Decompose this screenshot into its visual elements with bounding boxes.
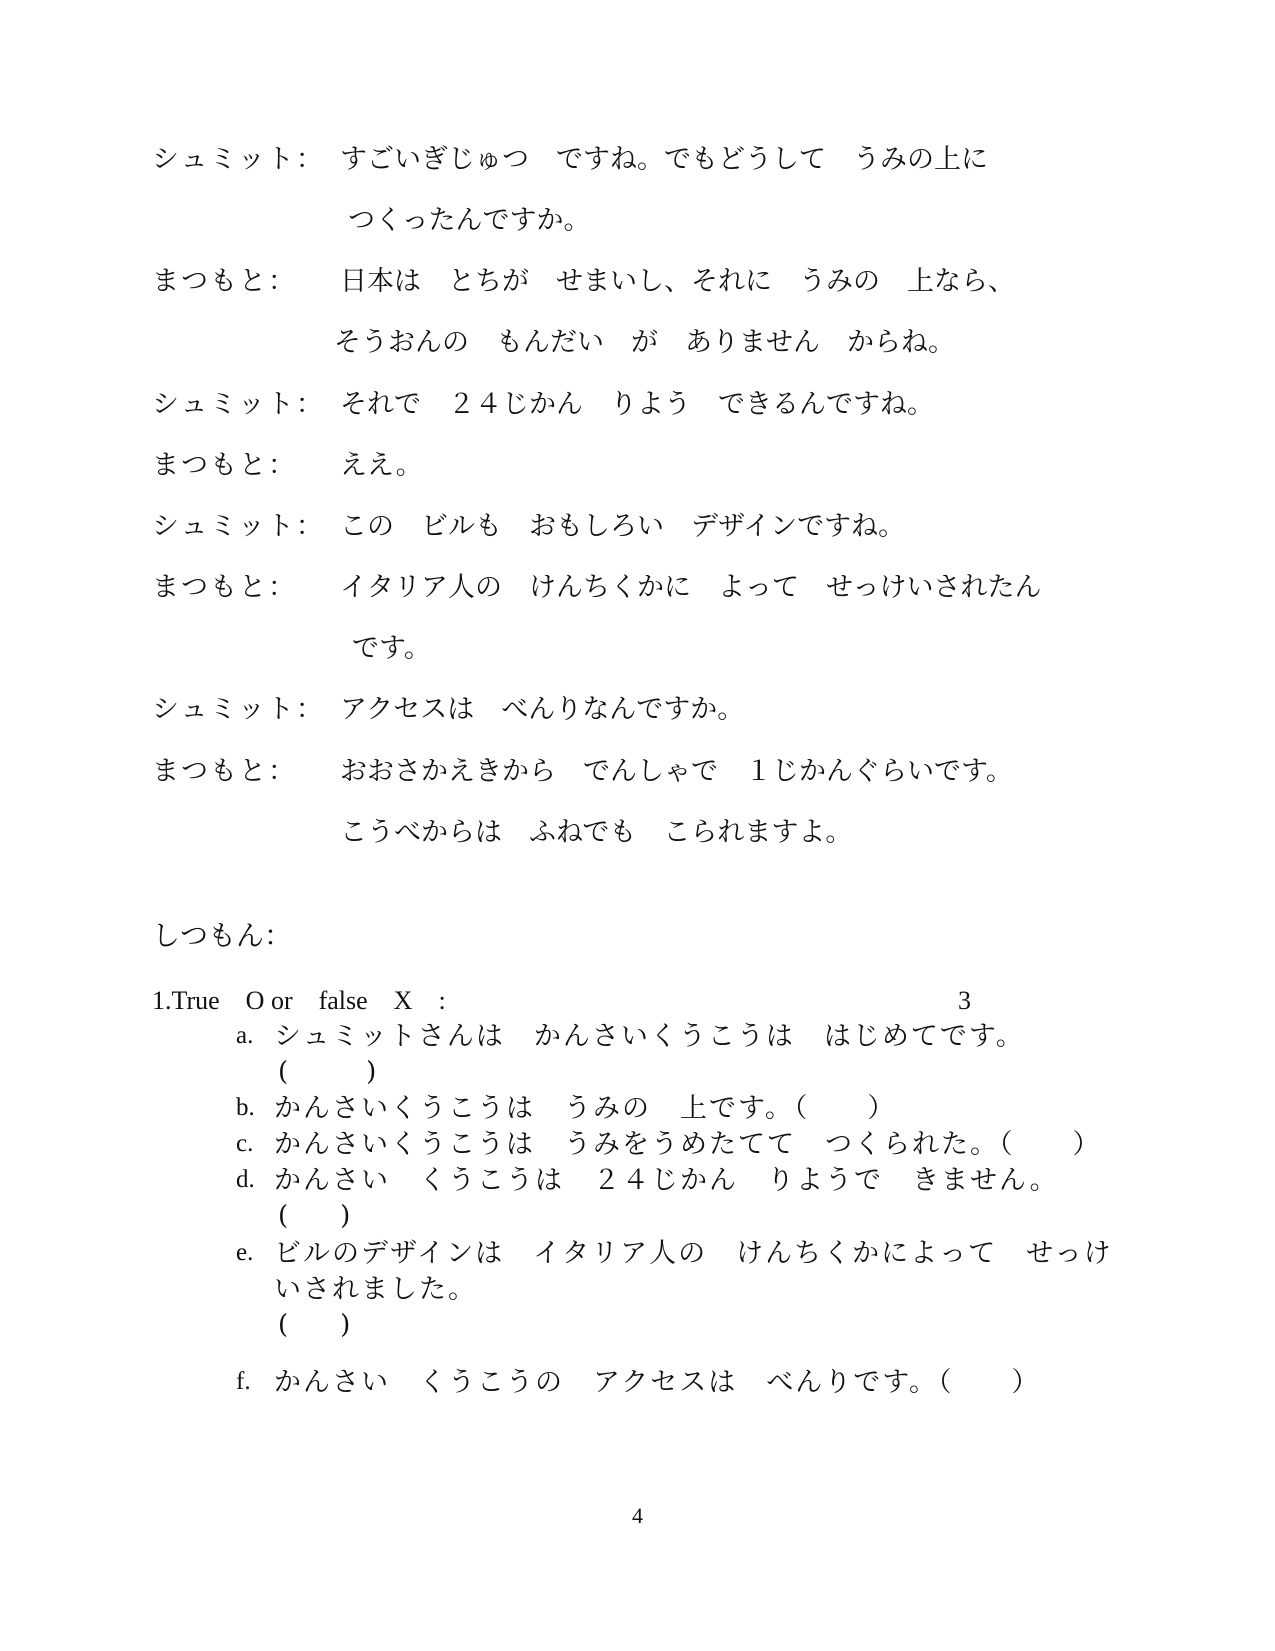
- item-letter: f.: [236, 1368, 251, 1395]
- dialogue-text: おおさかえきから でんしゃで １じかんぐらいです。: [340, 756, 1013, 787]
- item-text: シュミットさんは かんさいくうこうは はじめてです。: [274, 1021, 1025, 1052]
- dialogue-text: 日本は とちが せまいし、それに うみの 上なら、: [340, 266, 1015, 297]
- speaker-name: まつもと：: [152, 266, 297, 297]
- dialogue-text: イタリア人の けんちくかに よって せっけいされたん: [340, 572, 1042, 603]
- item-letter: c.: [236, 1130, 254, 1157]
- speaker-name: シュミット：: [152, 511, 325, 542]
- item-text: かんさい くうこうの アクセスは べんりです。（ ）: [274, 1367, 1041, 1398]
- item-text: かんさい くうこうは ２４じかん りようで きません。: [274, 1165, 1059, 1196]
- answer-blank[interactable]: ( ): [278, 1310, 351, 1340]
- item-text: いされました。: [274, 1274, 477, 1305]
- item-text: かんさいくうこうは うみをうめたてて つくられた。（ ）: [274, 1129, 1102, 1160]
- dialogue-text: それで ２４じかん りよう できるんですね。: [340, 389, 934, 420]
- item-letter: a.: [236, 1022, 254, 1049]
- speaker-name: まつもと：: [152, 756, 297, 787]
- question-title: 1.True O or false X :: [152, 986, 446, 1015]
- speaker-name: まつもと：: [152, 450, 297, 481]
- answer-blank[interactable]: ( ): [278, 1057, 377, 1087]
- dialogue-text: です。: [352, 633, 431, 664]
- dialogue-text: そうおんの もんだい が ありません からね。: [334, 327, 955, 358]
- item-letter: e.: [236, 1239, 254, 1266]
- dialogue-text: こうべからは ふねでも こられますよ。: [340, 817, 853, 848]
- item-text: かんさいくうこうは うみの 上です。（ ）: [274, 1093, 897, 1124]
- dialogue-text: アクセスは べんりなんですか。: [340, 694, 745, 725]
- answer-blank[interactable]: ( ): [278, 1201, 351, 1231]
- item-letter: d.: [236, 1166, 255, 1193]
- dialogue-text: すごいぎじゅつ ですね。でもどうして うみの上に: [340, 144, 988, 175]
- speaker-name: シュミット：: [152, 694, 325, 725]
- item-letter: b.: [236, 1094, 255, 1121]
- page-number: 4: [632, 1503, 643, 1528]
- speaker-name: シュミット：: [152, 144, 325, 175]
- dialogue-text: この ビルも おもしろい デザインですね。: [340, 511, 906, 542]
- dialogue-text: ええ。: [340, 450, 423, 481]
- speaker-name: シュミット：: [152, 389, 325, 420]
- question-count: 3: [958, 986, 971, 1015]
- item-text: ビルのデザインは イタリア人の けんちくかによって せっけ: [274, 1238, 1113, 1269]
- dialogue-text: つくったんですか。: [348, 205, 591, 236]
- speaker-name: まつもと：: [152, 572, 297, 603]
- questions-heading: しつもん：: [152, 919, 293, 952]
